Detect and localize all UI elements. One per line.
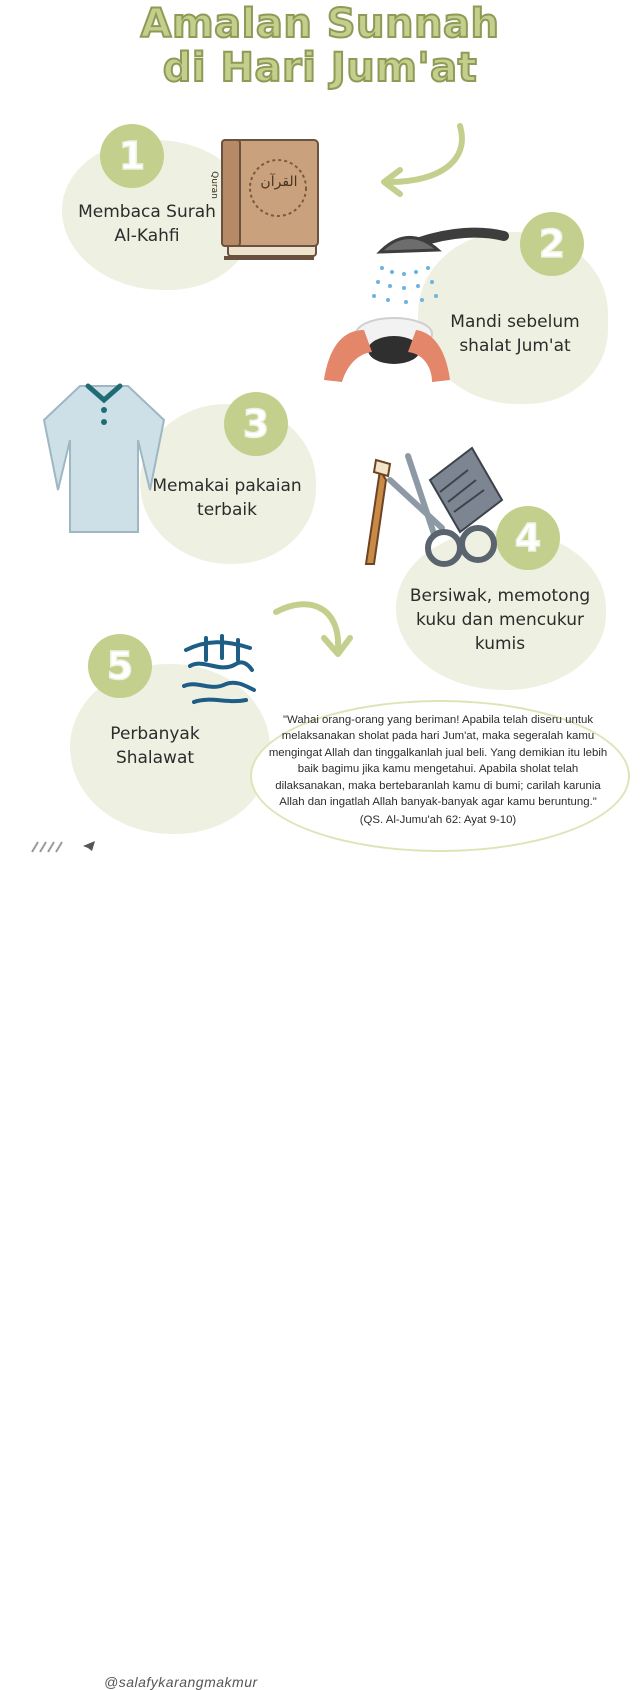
step-3-label-line1: Memakai pakaian — [152, 476, 302, 496]
quran-book-icon — [220, 138, 322, 262]
step-4-label — [390, 584, 610, 656]
step-1-number: 1 — [100, 124, 164, 188]
page-title-line1: Amalan Sunnah — [140, 1, 500, 47]
shirt-icon — [40, 380, 168, 536]
step-5-label — [70, 722, 240, 770]
quote-text: "Wahai orang-orang yang beriman! Apabila telah diseru untuk melaksanakan sholat pada hari Jum'at, maka segeralah kamu mengingat Allah dan tinggalkanlah jual beli. Yang demikian itu lebih baik bagimu jika kamu mengetahui. Apabila sholat telah dilaksanakan, maka bertebaranlah kamu di bumi; carilah karunia Allah dan ingatlah Allah banyak-banyak agar kamu beruntung." — [268, 714, 608, 809]
step-4-number: 4 — [496, 506, 560, 570]
page-title-line2: di Hari Jum'at — [162, 45, 478, 91]
step-2-number: 2 — [520, 212, 584, 276]
step-1-label-line2: Al-Kahfi — [114, 226, 180, 246]
quran-cover-arabic: القرآن — [260, 174, 298, 190]
step-5-label-line2: Shalawat — [115, 748, 195, 768]
step-5-label-line1: Perbanyak — [110, 724, 200, 744]
step-3-label-line2: terbaik — [197, 500, 257, 520]
step-2-label-line1: Mandi sebelum — [450, 312, 580, 332]
quote-source: (QS. Al-Jumu'ah 62: Ayat 9-10) — [359, 814, 517, 827]
curved-arrow-icon — [270, 598, 360, 668]
quote-block — [262, 712, 614, 829]
step-4-label-line1: Bersiwak, memotong — [409, 586, 591, 606]
step-4-label-line3: kumis — [474, 634, 526, 654]
quran-spine-label: Quran — [208, 171, 219, 199]
step-3-number: 3 — [224, 392, 288, 456]
step-4-label-line2: kuku dan mencukur — [416, 610, 584, 630]
telegram-icon — [82, 840, 96, 852]
footer — [0, 836, 640, 1690]
shower-icon — [320, 222, 510, 384]
stripes-icon — [30, 840, 72, 852]
shalawat-calligraphy-icon — [176, 630, 260, 710]
curved-arrow-icon — [370, 120, 480, 200]
step-5-number: 5 — [88, 634, 152, 698]
step-1-label — [62, 200, 232, 248]
footer-handle[interactable]: @salafykarangmakmur — [104, 1674, 258, 1690]
step-2-label-line2: shalat Jum'at — [459, 336, 571, 356]
grooming-tools-icon — [360, 440, 510, 590]
step-1-label-line1: Membaca Surah — [78, 202, 216, 222]
